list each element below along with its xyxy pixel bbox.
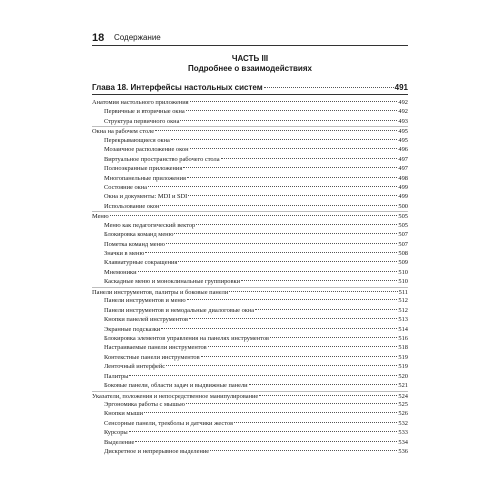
toc-entry-title: Клавиатурные сокращения (104, 259, 178, 267)
dot-leader (270, 337, 397, 338)
toc-entry-page: 508 (398, 250, 408, 257)
toc-entry-title: Первичные и вторичные окна (104, 108, 185, 116)
dot-leader (144, 412, 397, 413)
toc-entry-title: Блокировка команд меню (104, 231, 174, 239)
toc-entry-title: Панели инструментов и немодальные диалоговые окна (104, 306, 255, 314)
dot-leader (148, 186, 397, 187)
toc-subsection[interactable] (92, 447, 408, 456)
toc-entry-title: Курсоры (104, 429, 128, 437)
chapter-page: 491 (394, 83, 408, 92)
toc-subsection[interactable] (92, 306, 408, 315)
toc-entry-title: Пометка команд меню (104, 240, 165, 248)
toc-entry-page: 497 (398, 165, 408, 173)
toc-entry-title: Панели инструментов, палитры и боковые панели (92, 288, 229, 296)
toc-subsection[interactable] (92, 315, 408, 324)
toc-entry-title: Виртуальное пространство рабочего стола (104, 155, 220, 163)
toc-subsection[interactable] (92, 136, 408, 145)
dot-leader (186, 403, 397, 404)
dot-leader (221, 158, 398, 159)
dot-leader (208, 346, 398, 347)
toc-entry-page: 495 (398, 136, 408, 144)
toc-entry-title: Ленточный интерфейс (104, 363, 166, 371)
toc-entry-title: Панели инструментов и меню (104, 297, 186, 305)
toc-entry-title: Боковые панели, области задач и выдвижные панели (104, 382, 248, 390)
toc-subsection[interactable] (92, 419, 408, 428)
toc-entry-page: 520 (398, 372, 408, 380)
toc-subsection[interactable] (92, 117, 408, 126)
toc-subsection[interactable] (92, 343, 408, 352)
toc-entry-page: 495 (398, 128, 408, 136)
toc-entry-page: 507 (398, 240, 408, 248)
toc-entry-page: 512 (398, 297, 408, 305)
toc-entry-page: 516 (398, 334, 408, 342)
toc-subsection[interactable] (92, 192, 408, 201)
header-rule (92, 45, 408, 46)
dot-leader (259, 395, 397, 396)
toc-subsection[interactable] (92, 400, 408, 409)
toc-entry-page: 533 (398, 429, 408, 437)
toc-subsection[interactable] (92, 202, 408, 211)
toc-subsection[interactable] (92, 145, 408, 154)
toc-entry-title: Настраиваемые панели инструментов (104, 344, 207, 352)
toc-entry-page: 509 (398, 259, 408, 267)
dot-leader (174, 233, 397, 234)
toc-subsection[interactable] (92, 174, 408, 183)
dot-leader (145, 252, 397, 253)
toc-entry-title: Структура первичного окна (104, 117, 180, 125)
toc-entry-page: 519 (398, 353, 408, 361)
toc-entry-page: 499 (398, 193, 408, 201)
toc-entry-title: Состояние окна (104, 183, 148, 191)
toc-subsection[interactable] (92, 334, 408, 343)
toc-subsection[interactable] (92, 164, 408, 173)
toc-entry-title: Дискретное и непрерывное выделение (104, 448, 210, 456)
dot-leader (110, 215, 398, 216)
toc-subsection[interactable] (92, 240, 408, 249)
toc-section[interactable] (92, 98, 408, 107)
toc-subsection[interactable] (92, 230, 408, 239)
toc-entry-title: Блокировка элементов управления на панелях инструментов (104, 334, 270, 342)
toc-entry-page: 514 (398, 325, 408, 333)
toc-entry-page: 498 (398, 174, 408, 182)
toc-entry-page: 525 (398, 401, 408, 408)
dot-leader (135, 441, 397, 442)
toc-entry-title: Контекстные панели инструментов (104, 353, 200, 361)
toc-entry-page: 532 (398, 419, 408, 427)
chapter-title: Глава 18. Интерфейсы настольных систем (92, 83, 263, 92)
toc-entry-page: 505 (398, 221, 408, 229)
toc-entry-title: Указатели, положения и непосредственное манипулирование (92, 392, 259, 400)
toc-entry-page: 511 (398, 288, 408, 296)
toc-entry-title: Полноэкранные приложения (104, 165, 183, 173)
dot-leader (161, 328, 397, 329)
toc-list (92, 98, 408, 457)
chapter-heading[interactable] (92, 82, 408, 94)
toc-entry-page: 510 (398, 268, 408, 276)
toc-entry-page: 500 (398, 202, 408, 210)
dot-leader (187, 299, 398, 300)
toc-entry-page: 507 (398, 231, 408, 239)
toc-entry-page: 526 (398, 410, 408, 418)
toc-entry-title: Кнопки панелей инструментов (104, 316, 188, 324)
toc-subsection[interactable] (92, 381, 408, 390)
toc-entry-title: Мозаичное расположение окон (104, 146, 189, 154)
toc-subsection[interactable] (92, 428, 408, 437)
toc-entry-page: 536 (398, 448, 408, 456)
dot-leader (234, 422, 397, 423)
running-title: Содержание (114, 33, 161, 42)
toc-entry-page: 513 (398, 316, 408, 324)
running-header (92, 31, 408, 45)
toc-subsection[interactable] (92, 438, 408, 447)
toc-subsection[interactable] (92, 409, 408, 418)
toc-entry-page: 499 (398, 183, 408, 191)
dot-leader (166, 365, 397, 366)
dot-leader (229, 291, 397, 292)
toc-entry-title: Меню (92, 213, 109, 221)
toc-entry-title: Палитры (104, 372, 129, 380)
toc-section[interactable] (92, 391, 408, 400)
toc-entry-page: 521 (398, 382, 408, 390)
dot-leader (155, 130, 397, 131)
dot-leader (196, 224, 397, 225)
toc-subsection[interactable] (92, 249, 408, 258)
toc-subsection[interactable] (92, 107, 408, 116)
toc-subsection[interactable] (92, 155, 408, 164)
toc-entry-title: Эргономика работы с мышью (104, 401, 185, 408)
dot-leader (129, 431, 398, 432)
toc-entry-title: Меню как педагогический вектор (104, 221, 196, 229)
dot-leader (241, 280, 397, 281)
dot-leader (201, 356, 398, 357)
dot-leader (255, 309, 397, 310)
dot-leader (178, 261, 397, 262)
toc-entry-page: 496 (398, 146, 408, 154)
toc-entry-page: 510 (398, 278, 408, 286)
toc-subsection[interactable] (92, 268, 408, 277)
toc-entry-page: 534 (398, 438, 408, 446)
toc-entry-title: Выделение (104, 438, 135, 446)
toc-entry-title: Каскадные меню и моноклинальные группировки (104, 278, 241, 286)
toc-entry-title: Экранные подсказки (104, 325, 161, 333)
toc-section[interactable] (92, 287, 408, 296)
dot-leader (129, 375, 397, 376)
chapter-rule (92, 94, 408, 95)
toc-entry-title: Значки в меню (104, 250, 145, 257)
dot-leader (171, 139, 398, 140)
toc-entry-page: 519 (398, 363, 408, 371)
toc-entry-title: Окна на рабочем столе (92, 128, 155, 136)
toc-entry-page: 497 (398, 155, 408, 163)
toc-entry-title: Анатомия настольного приложения (92, 99, 189, 106)
toc-subsection[interactable] (92, 362, 408, 371)
toc-subsection[interactable] (92, 221, 408, 230)
dot-leader (160, 205, 397, 206)
toc-entry-page: 518 (398, 344, 408, 352)
dot-leader (249, 384, 398, 385)
toc-entry-title: Кнопки мыши (104, 410, 144, 418)
toc-entry-page: 505 (398, 213, 408, 221)
toc-section[interactable] (92, 126, 408, 135)
dot-leader (190, 148, 398, 149)
toc-subsection[interactable] (92, 183, 408, 192)
toc-entry-title: Перекрывающиеся окна (104, 136, 170, 144)
dot-leader (187, 177, 397, 178)
toc-entry-page: 493 (398, 117, 408, 125)
toc-entry-title: Мнемоники (104, 268, 137, 276)
toc-entry-title: Многопанельные приложения (104, 174, 186, 182)
toc-subsection[interactable] (92, 258, 408, 267)
dot-leader (183, 167, 397, 168)
toc-entry-page: 524 (398, 392, 408, 400)
toc-entry-page: 492 (398, 108, 408, 116)
dot-leader (264, 87, 394, 88)
dot-leader (186, 110, 398, 111)
toc-entry-page: 512 (398, 306, 408, 314)
dot-leader (138, 271, 398, 272)
page-number: 18 (92, 32, 105, 44)
dot-leader (190, 101, 398, 102)
part-title: Подробнее о взаимодействиях (188, 64, 312, 73)
dot-leader (188, 195, 397, 196)
toc-subsection[interactable] (92, 353, 408, 362)
toc-entry-title: Окна и документы: MDI и SDI (104, 193, 188, 201)
part-label: ЧАСТЬ III (231, 54, 269, 63)
dot-leader (189, 318, 397, 319)
toc-entry-page: 492 (398, 99, 408, 106)
dot-leader (180, 120, 397, 121)
dot-leader (166, 243, 398, 244)
dot-leader (210, 450, 397, 451)
toc-entry-title: Сенсорные панели, трекболы и датчики жестов (104, 419, 234, 427)
toc-subsection[interactable] (92, 325, 408, 334)
toc-subsection[interactable] (92, 372, 408, 381)
toc-section[interactable] (92, 211, 408, 220)
toc-subsection[interactable] (92, 277, 408, 286)
toc-entry-title: Использование окон (104, 202, 160, 210)
toc-subsection[interactable] (92, 296, 408, 305)
